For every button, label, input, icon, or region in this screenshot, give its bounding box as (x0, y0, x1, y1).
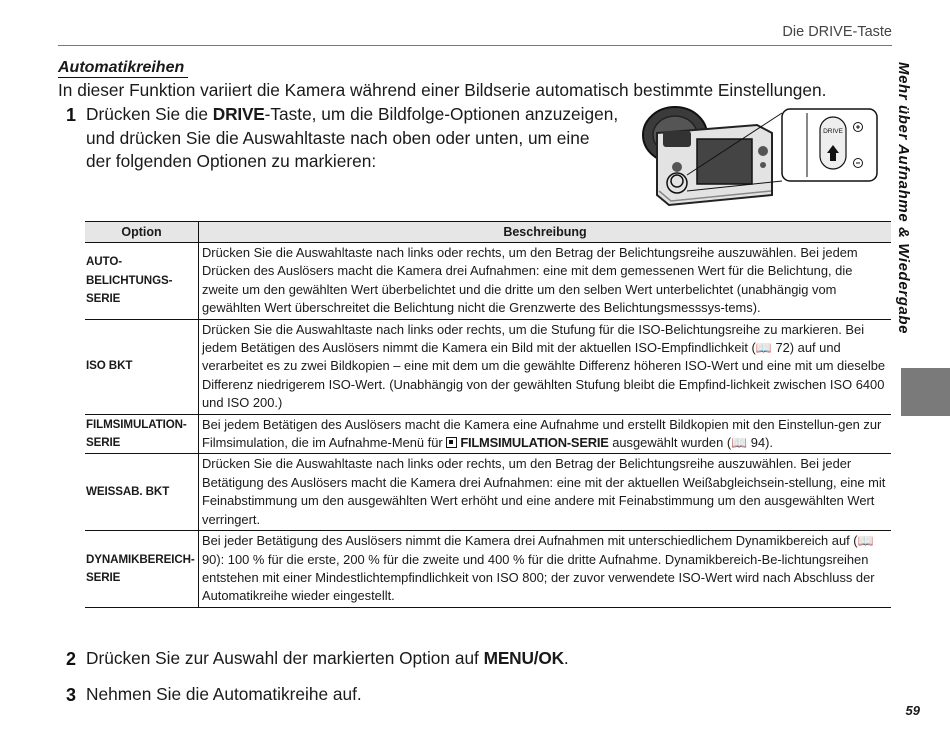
option-description: Bei jeder Betätigung des Auslösers nimmt die Kamera drei Aufnahmen mit unterschiedlichem Dynamikbereich auf (📖 90): 100 % für die erste, 200 % für die zweite und 400 % für die dritte Aufnahme. Dynamikbereich-Be-lichtungsreihen entstehen mit einer Mindestlichtempfindlichkeit von ISO 800; der zuvor verwendete ISO-Wert wird nach Abschluss der Automatikreihe wieder eingestellt. (199, 531, 892, 608)
option-name: AUTO- BELICHTUNGS-SERIE (85, 243, 199, 320)
menu-ok-key: MENU/OK (483, 648, 564, 668)
table-row (85, 414, 891, 454)
running-header: Die DRIVE-Taste (782, 24, 892, 40)
step-instruction: Drücken Sie zur Auswahl der markierten Option auf MENU/OK. (86, 648, 569, 668)
option-name: FILMSIMULATION- SERIE (85, 414, 199, 454)
step-instruction: Nehmen Sie die Automatikreihe auf. (86, 684, 362, 704)
drive-button-label: DRIVE (823, 128, 843, 135)
step-number: 1 (66, 105, 77, 125)
option-name: DYNAMIKBEREICH- SERIE (85, 531, 199, 608)
step-instruction (86, 103, 631, 174)
table-row (85, 243, 891, 320)
table-row (85, 454, 891, 531)
option-description: Drücken Sie die Auswahltaste nach links oder rechts, um den Betrag der Belichtungsreihe auszuwählen. Bei jeder Betätigung des Auslösers macht die Kamera drei Aufnahmen: eine mit der aktuellen Weißabgleichsein-stellung, eine mit Feinabstimmung um den ausgewählten Wert erhöht und eine andere mit Feinabstimmung um den ausgewählten Wert verringert. (199, 454, 892, 531)
page-number: 59 (905, 703, 920, 718)
step-number: 2 (66, 649, 77, 669)
option-description: Drücken Sie die Auswahltaste nach links oder rechts, um die Stufung für die ISO-Belichtungsreihe zu markieren. Bei jedem Betätigen des Auslösers nimmt die Kamera ein Bild mit der aktuellen ISO-Empfindlichkeit (📖 72) auf und verarbeitet es zu zwei Bildkopien – eine mit dem um die gewählte Differenz höheren ISO-Wert und eine mit um dieselbe Differenz niedrigerem ISO-Wert. (Unabhängig von der gewählten Stufung bleibt die Empfind-lichkeit zwischen ISO 6400 und ISO 200.) (199, 319, 892, 414)
step-number: 3 (66, 685, 77, 705)
column-header-option: Option (85, 222, 199, 243)
shooting-menu-icon (446, 437, 457, 448)
table-header-row (85, 222, 891, 243)
section-heading: Automatikreihen (58, 58, 188, 78)
step-line: der folgenden Optionen zu markieren: (86, 151, 377, 171)
bracketing-options-table (85, 221, 891, 608)
camera-back-illustration (637, 103, 882, 215)
chapter-title: Mehr über Aufnahme & Wiedergabe (895, 62, 912, 335)
drive-key: DRIVE (212, 104, 265, 124)
option-name: WEISSAB. BKT (85, 454, 199, 531)
header-divider (58, 45, 892, 46)
step-line: Drücken Sie die DRIVE-Taste, um die Bildfolge-Optionen anzuzeigen, (86, 104, 619, 124)
table-row (85, 531, 891, 608)
column-header-description: Beschreibung (199, 222, 892, 243)
chapter-tab (901, 368, 950, 416)
film-simulation-key: FILMSIMULATION-SERIE (460, 435, 609, 451)
chapter-sidebar (895, 62, 935, 362)
option-description: Bei jedem Betätigen des Auslösers macht die Kamera eine Aufnahme und erstellt Bildkopien mit den Einstellun-gen zur Filmsimulation, die im Aufnahme-Menü für FILMSIMULATION-SERIE ausgewählt wurden (📖 94). (199, 414, 892, 454)
option-name: ISO BKT (85, 319, 199, 414)
table-row (85, 319, 891, 414)
intro-paragraph: In dieser Funktion variiert die Kamera während einer Bildserie automatisch bestimmte Einstellungen. (58, 80, 827, 100)
option-description: Drücken Sie die Auswahltaste nach links oder rechts, um den Betrag der Belichtungsreihe auszuwählen. Bei jedem Drücken des Auslösers macht die Kamera drei Aufnahmen: eine mit dem gemessenen Wert für die Belichtung, die zweite um den gewählten Wert überbelichtet und die dritte um den selben Wert unterbelichtet (unabhängig vom gewählten Wert überschreitet die Belichtung nicht die Grenzwerte des Belichtungsmesssys-tems). (199, 243, 892, 320)
step-line: und drücken Sie die Auswahltaste nach oben oder unten, um eine (86, 127, 590, 148)
